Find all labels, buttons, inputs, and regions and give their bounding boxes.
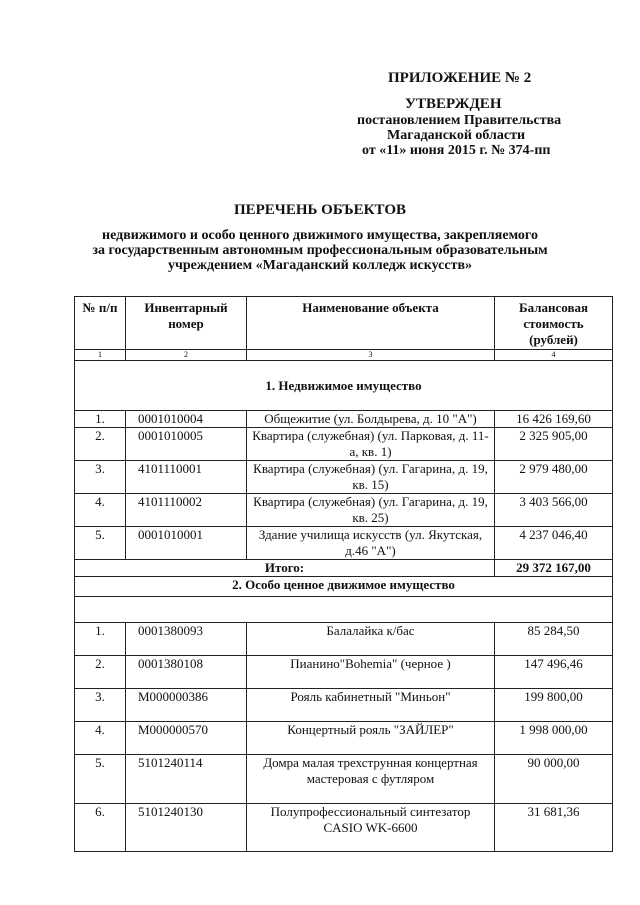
document-subtitle-3: учреждением «Магаданский колледж искусств»: [167, 258, 473, 273]
section-title-movable-property: 2. Особо ценное движимое имущество: [75, 577, 613, 597]
row-value: 90 000,00: [495, 755, 613, 804]
row-inventory: 5101240130: [126, 804, 247, 852]
col-header-num: № п/п: [75, 297, 126, 350]
row-inventory: 0001010001: [126, 527, 247, 560]
table-row: [75, 428, 613, 461]
row-value: 1 998 000,00: [495, 722, 613, 755]
row-value: 31 681,36: [495, 804, 613, 852]
row-inventory: М000000570: [126, 722, 247, 755]
row-num: 4.: [75, 494, 126, 527]
table-row: [75, 494, 613, 527]
row-inventory: 0001010005: [126, 428, 247, 461]
approval-line-3: от «11» июня 2015 г. № 374-пп: [362, 143, 551, 158]
row-value: 2 979 480,00: [495, 461, 613, 494]
row-num: 2.: [75, 656, 126, 689]
section-spacer: [75, 597, 613, 623]
col-index: 3: [247, 350, 495, 361]
row-value: 2 325 905,00: [495, 428, 613, 461]
section-header-row: [75, 577, 613, 597]
total-value: 29 372 167,00: [495, 560, 613, 577]
row-num: 3.: [75, 689, 126, 722]
total-row: [75, 560, 613, 577]
row-inventory: 5101240114: [126, 755, 247, 804]
row-inventory: М000000386: [126, 689, 247, 722]
row-inventory: 0001380108: [126, 656, 247, 689]
row-value: 4 237 046,40: [495, 527, 613, 560]
spacer-row: [75, 597, 613, 623]
row-num: 4.: [75, 722, 126, 755]
row-name: Концертный рояль "ЗАЙЛЕР": [247, 722, 495, 755]
document-title: ПЕРЕЧЕНЬ ОБЪЕКТОВ: [233, 202, 407, 218]
document-subtitle-1: недвижимого и особо ценного движимого имущества, закрепляемого: [102, 228, 538, 243]
row-name: Квартира (служебная) (ул. Гагарина, д. 19, кв. 25): [247, 494, 495, 527]
col-header-name: Наименование объекта: [247, 297, 495, 350]
row-name: Балалайка к/бас: [247, 623, 495, 656]
row-num: 5.: [75, 755, 126, 804]
table-row: [75, 755, 613, 804]
appendix-number: ПРИЛОЖЕНИЕ № 2: [388, 70, 532, 86]
table-row: [75, 804, 613, 852]
approval-line-2: Магаданской области: [387, 128, 526, 143]
document-subtitle-2: за государственным автономным профессиональным образовательным: [92, 243, 548, 258]
row-name: Полупрофессиональный синтезатор CASIO WK-6600: [247, 804, 495, 852]
column-index-row: [75, 350, 613, 361]
col-index: 2: [126, 350, 247, 361]
row-inventory: 0001010004: [126, 411, 247, 428]
property-table: [74, 296, 613, 852]
row-value: 3 403 566,00: [495, 494, 613, 527]
table-header-row: [75, 297, 613, 350]
col-index: 4: [495, 350, 613, 361]
table-row: [75, 722, 613, 755]
row-name: Здание училища искусств (ул. Якутская, д.46 "А"): [247, 527, 495, 560]
table-row: [75, 623, 613, 656]
row-name: Рояль кабинетный "Миньон": [247, 689, 495, 722]
row-value: 147 496,46: [495, 656, 613, 689]
approval-line-1: постановлением Правительства: [357, 113, 562, 128]
row-num: 1.: [75, 623, 126, 656]
col-header-value: Балансовая стоимость (рублей): [495, 297, 613, 350]
row-name: Квартира (служебная) (ул. Парковая, д. 11-а, кв. 1): [247, 428, 495, 461]
table-row: [75, 461, 613, 494]
row-value: 85 284,50: [495, 623, 613, 656]
row-name: Пианино"Bohemia" (черное ): [247, 656, 495, 689]
row-inventory: 0001380093: [126, 623, 247, 656]
total-label: Итого:: [75, 560, 495, 577]
section-title-real-estate: 1. Недвижимое имущество: [75, 361, 613, 411]
row-value: 16 426 169,60: [495, 411, 613, 428]
approved-label: УТВЕРЖДЕН: [405, 96, 502, 112]
table-row: [75, 689, 613, 722]
row-value: 199 800,00: [495, 689, 613, 722]
table-row: [75, 527, 613, 560]
table-row: [75, 411, 613, 428]
section-header-row: [75, 361, 613, 411]
row-num: 5.: [75, 527, 126, 560]
row-num: 6.: [75, 804, 126, 852]
row-name: Общежитие (ул. Болдырева, д. 10 "А"): [247, 411, 495, 428]
row-name: Квартира (служебная) (ул. Гагарина, д. 19, кв. 15): [247, 461, 495, 494]
row-inventory: 4101110002: [126, 494, 247, 527]
col-index: 1: [75, 350, 126, 361]
row-num: 1.: [75, 411, 126, 428]
row-inventory: 4101110001: [126, 461, 247, 494]
col-header-inventory: Инвентарный номер: [126, 297, 247, 350]
row-name: Домра малая трехструнная концертная мастеровая с футляром: [247, 755, 495, 804]
row-num: 2.: [75, 428, 126, 461]
row-num: 3.: [75, 461, 126, 494]
table-row: [75, 656, 613, 689]
